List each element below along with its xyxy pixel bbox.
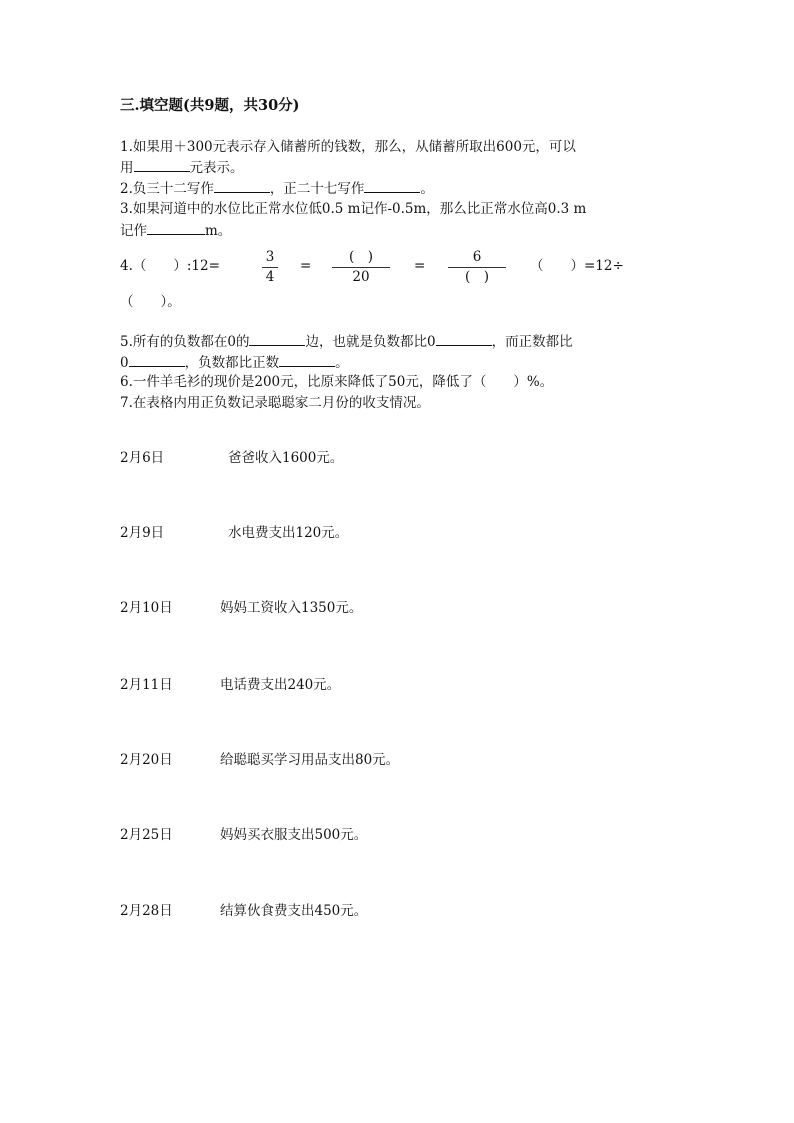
equals-sign-2: = bbox=[414, 258, 426, 274]
record-date: 2月20日 bbox=[120, 752, 173, 768]
record-description: 爸爸收入1600元。 bbox=[228, 450, 344, 466]
question-4-part-1: 4.（ ）:12= bbox=[120, 258, 220, 274]
record-description: 电话费支出240元。 bbox=[220, 677, 341, 693]
question-5-line-2 bbox=[120, 352, 349, 373]
fraction-2-denominator: 20 bbox=[352, 269, 370, 285]
question-6: 6.一件羊毛衫的现价是200元，比原来降低了50元，降低了（ ）%。 bbox=[120, 374, 554, 390]
question-5-blank-2[interactable] bbox=[436, 331, 492, 346]
record-date: 2月9日 bbox=[120, 525, 165, 541]
question-1-line-2 bbox=[120, 157, 244, 178]
question-3-line-1: 3.如果河道中的水位比正常水位低0.5 m记作-0.5m，那么比正常水位高0.3 m bbox=[120, 201, 587, 217]
fraction-2-numerator[interactable]: ( ) bbox=[348, 249, 374, 265]
fraction-3-4 bbox=[262, 248, 278, 286]
record-description: 给聪聪买学习用品支出80元。 bbox=[220, 752, 400, 768]
question-2-prefix: 2.负三十二写作 bbox=[120, 181, 214, 197]
record-date: 2月6日 bbox=[120, 450, 165, 466]
question-5-line-2-mid: ，负数都比正数 bbox=[184, 355, 280, 371]
fraction-blank-20 bbox=[332, 248, 390, 286]
question-5-blank-4[interactable] bbox=[279, 352, 335, 367]
record-description: 结算伙食费支出450元。 bbox=[220, 903, 368, 919]
section-title: 三.填空题(共9题，共30分) bbox=[120, 97, 300, 114]
question-1-answer-blank[interactable] bbox=[134, 157, 190, 172]
question-1-suffix: 元表示。 bbox=[189, 160, 244, 176]
question-2-middle: ，正二十七写作 bbox=[269, 181, 365, 197]
question-5-line-1 bbox=[120, 331, 573, 352]
equals-sign-1: = bbox=[300, 258, 312, 274]
question-5-prefix: 5.所有的负数都在0的 bbox=[120, 334, 250, 350]
question-5-mid-1: 边，也就是负数都比0 bbox=[305, 334, 436, 350]
question-3-line-2 bbox=[120, 220, 231, 241]
record-description: 水电费支出120元。 bbox=[228, 525, 349, 541]
question-2 bbox=[120, 178, 434, 199]
question-3-answer-blank[interactable] bbox=[147, 220, 205, 235]
question-4-line-2: （ ）。 bbox=[120, 294, 181, 310]
record-date: 2月25日 bbox=[120, 827, 173, 843]
question-5-blank-1[interactable] bbox=[249, 331, 305, 346]
question-3-suffix: m。 bbox=[205, 223, 232, 239]
question-1-prefix: 用 bbox=[120, 160, 134, 176]
question-5-blank-3[interactable] bbox=[129, 352, 185, 367]
fraction-1-numerator: 3 bbox=[265, 249, 275, 265]
fraction-3-numerator: 6 bbox=[472, 249, 482, 265]
question-4-part-5: （ ）=12÷ bbox=[530, 258, 624, 274]
question-2-blank-2[interactable] bbox=[364, 178, 420, 193]
question-2-suffix: 。 bbox=[420, 181, 434, 197]
question-5-line-2-prefix: 0 bbox=[120, 355, 129, 371]
question-2-blank-1[interactable] bbox=[214, 178, 270, 193]
record-description: 妈妈工资收入1350元。 bbox=[220, 600, 363, 616]
record-date: 2月10日 bbox=[120, 600, 173, 616]
question-7: 7.在表格内用正负数记录聪聪家二月份的收支情况。 bbox=[120, 395, 430, 411]
record-date: 2月28日 bbox=[120, 903, 173, 919]
question-3-prefix: 记作 bbox=[120, 223, 147, 239]
record-date: 2月11日 bbox=[120, 677, 173, 693]
question-5-line-2-suffix: 。 bbox=[335, 355, 349, 371]
fraction-1-denominator: 4 bbox=[265, 269, 275, 285]
question-1-line-1: 1.如果用＋300元表示存入储蓄所的钱数，那么，从储蓄所取出600元，可以 bbox=[120, 139, 576, 155]
fraction-3-denominator[interactable]: ( ) bbox=[464, 269, 490, 285]
fraction-6-blank bbox=[448, 248, 506, 286]
question-5-mid-2: ，而正数都比 bbox=[491, 334, 573, 350]
record-description: 妈妈买衣服支出500元。 bbox=[220, 827, 368, 843]
